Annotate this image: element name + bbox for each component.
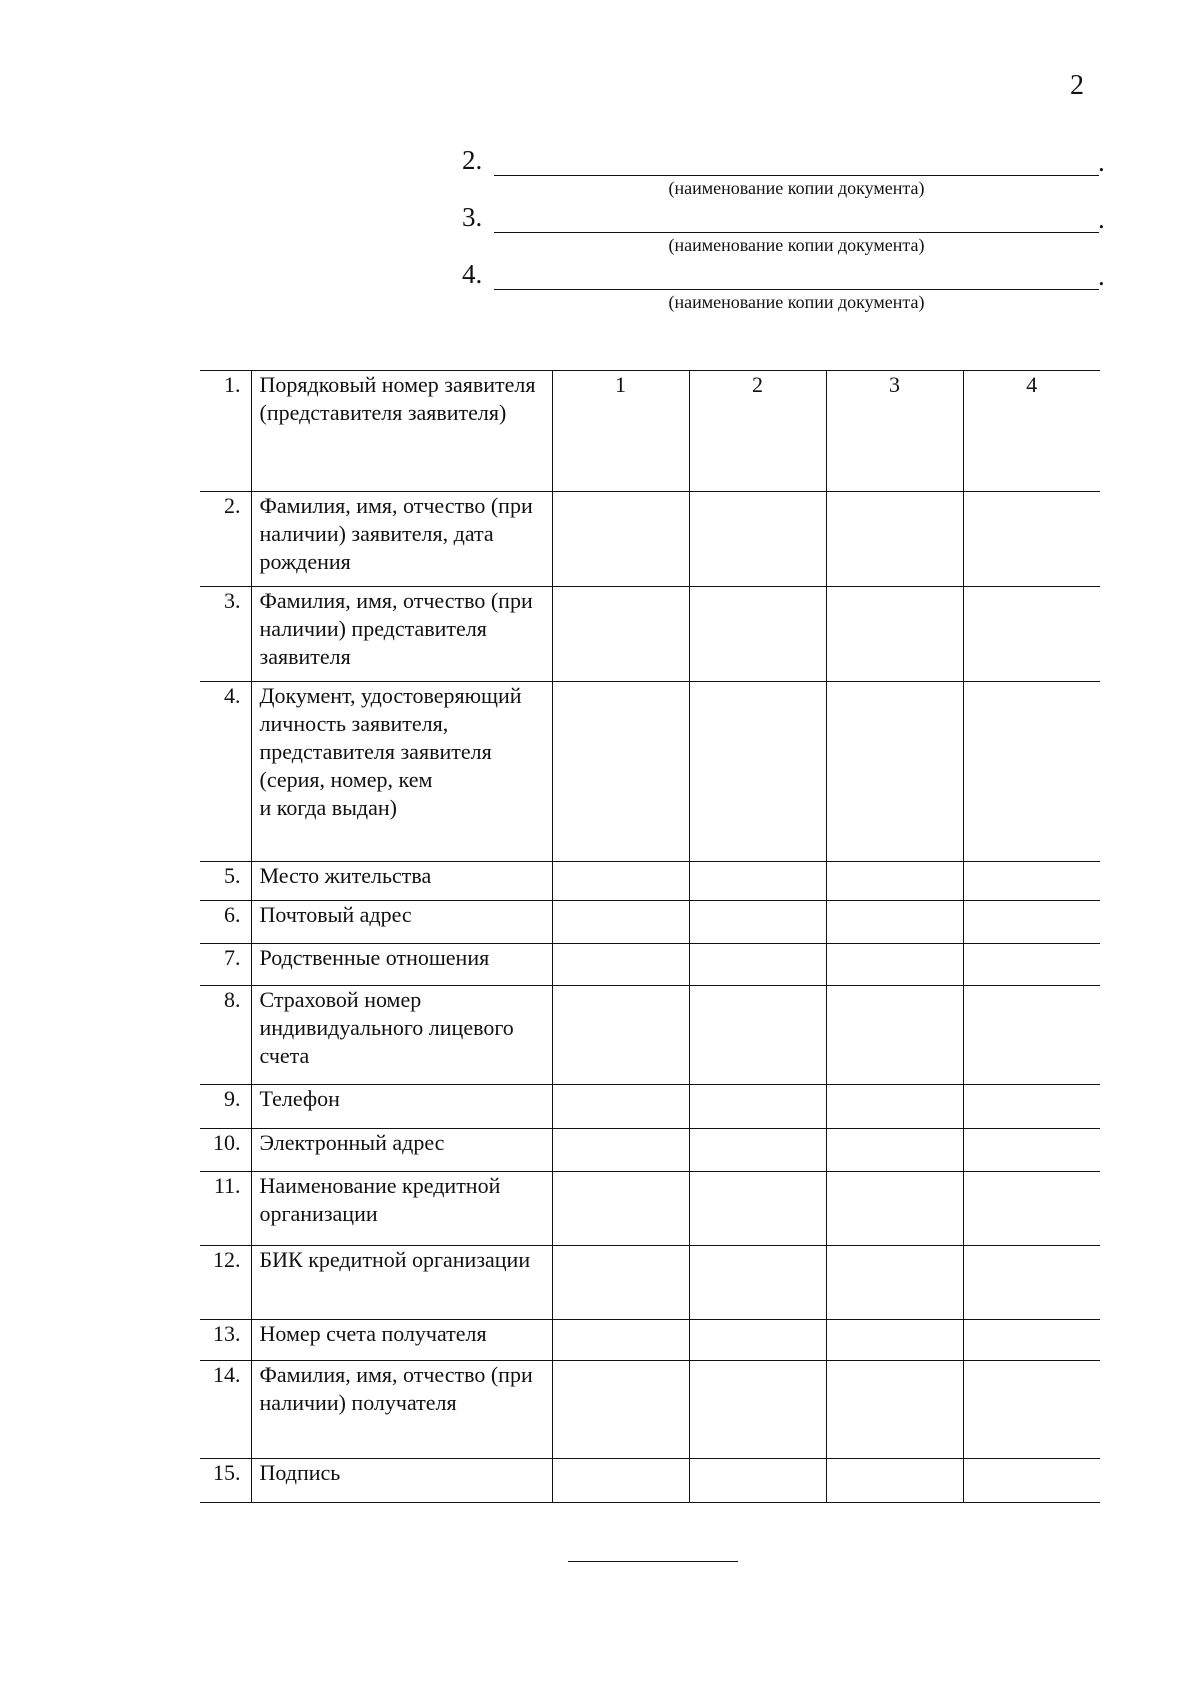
entry-cell[interactable] bbox=[826, 1129, 963, 1172]
row-number: 8. bbox=[200, 986, 251, 1085]
entry-cell[interactable] bbox=[826, 986, 963, 1085]
entry-cell[interactable] bbox=[689, 862, 826, 901]
table-row bbox=[200, 587, 1100, 682]
entry-cell[interactable] bbox=[552, 986, 689, 1085]
entry-cell[interactable] bbox=[689, 587, 826, 682]
row-number: 5. bbox=[200, 862, 251, 901]
entry-cell[interactable] bbox=[963, 587, 1100, 682]
row-number: 3. bbox=[200, 587, 251, 682]
entry-cell[interactable] bbox=[552, 944, 689, 986]
entry-cell[interactable] bbox=[552, 1361, 689, 1459]
entry-cell[interactable] bbox=[963, 1320, 1100, 1361]
entry-cell[interactable] bbox=[552, 1172, 689, 1246]
entry-cell[interactable] bbox=[552, 862, 689, 901]
entry-cell[interactable] bbox=[963, 1129, 1100, 1172]
entry-cell[interactable] bbox=[689, 1361, 826, 1459]
table-row bbox=[200, 682, 1100, 862]
row-number: 7. bbox=[200, 944, 251, 986]
table-row bbox=[200, 1129, 1100, 1172]
column-number: 4 bbox=[963, 371, 1100, 492]
document-copy-end: . bbox=[1098, 261, 1105, 291]
row-label: БИК кредитной организации bbox=[251, 1246, 552, 1320]
entry-cell[interactable] bbox=[963, 1246, 1100, 1320]
row-label: Фамилия, имя, отчество (при наличии) заявителя, дата рождения bbox=[251, 492, 552, 587]
entry-cell[interactable] bbox=[689, 1172, 826, 1246]
row-number: 9. bbox=[200, 1085, 251, 1129]
column-number: 1 bbox=[552, 371, 689, 492]
document-copy-line-2 bbox=[462, 145, 1105, 205]
row-label: Электронный адрес bbox=[251, 1129, 552, 1172]
row-label: Место жительства bbox=[251, 862, 552, 901]
entry-cell[interactable] bbox=[963, 492, 1100, 587]
document-copy-blank[interactable] bbox=[494, 289, 1099, 290]
closing-line bbox=[568, 1561, 738, 1562]
entry-cell[interactable] bbox=[552, 1320, 689, 1361]
entry-cell[interactable] bbox=[963, 862, 1100, 901]
row-number: 14. bbox=[200, 1361, 251, 1459]
table-row bbox=[200, 1172, 1100, 1246]
applicant-data-table bbox=[200, 370, 1100, 1503]
entry-cell[interactable] bbox=[826, 1085, 963, 1129]
entry-cell[interactable] bbox=[963, 944, 1100, 986]
entry-cell[interactable] bbox=[552, 1129, 689, 1172]
entry-cell[interactable] bbox=[826, 944, 963, 986]
document-copy-blank[interactable] bbox=[494, 175, 1099, 176]
entry-cell[interactable] bbox=[826, 587, 963, 682]
row-number: 10. bbox=[200, 1129, 251, 1172]
row-number: 15. bbox=[200, 1459, 251, 1503]
row-number: 6. bbox=[200, 901, 251, 944]
entry-cell[interactable] bbox=[826, 1459, 963, 1503]
table-row bbox=[200, 1085, 1100, 1129]
document-copy-number: 4. bbox=[462, 259, 483, 289]
document-copy-number: 3. bbox=[462, 202, 483, 232]
row-label: Наименование кредитной организации bbox=[251, 1172, 552, 1246]
document-copy-caption: (наименование копии документа) bbox=[668, 178, 925, 198]
row-label: Фамилия, имя, отчество (при наличии) представителя заявителя bbox=[251, 587, 552, 682]
entry-cell[interactable] bbox=[552, 1459, 689, 1503]
document-copy-line-3 bbox=[462, 202, 1105, 262]
entry-cell[interactable] bbox=[826, 1361, 963, 1459]
column-number: 3 bbox=[826, 371, 963, 492]
row-label: Порядковый номер заявителя (представителя заявителя) bbox=[251, 371, 552, 492]
row-number: 12. bbox=[200, 1246, 251, 1320]
document-copy-number: 2. bbox=[462, 145, 483, 175]
entry-cell[interactable] bbox=[963, 1459, 1100, 1503]
entry-cell[interactable] bbox=[552, 682, 689, 862]
entry-cell[interactable] bbox=[689, 1129, 826, 1172]
entry-cell[interactable] bbox=[963, 986, 1100, 1085]
row-label: Фамилия, имя, отчество (при наличии) получателя bbox=[251, 1361, 552, 1459]
document-copy-caption: (наименование копии документа) bbox=[668, 292, 925, 312]
entry-cell[interactable] bbox=[826, 1320, 963, 1361]
entry-cell[interactable] bbox=[689, 1246, 826, 1320]
row-number: 4. bbox=[200, 682, 251, 862]
row-label: Почтовый адрес bbox=[251, 901, 552, 944]
entry-cell[interactable] bbox=[689, 1320, 826, 1361]
row-label: Подпись bbox=[251, 1459, 552, 1503]
table-row bbox=[200, 944, 1100, 986]
entry-cell[interactable] bbox=[689, 1459, 826, 1503]
entry-cell[interactable] bbox=[826, 901, 963, 944]
row-number: 2. bbox=[200, 492, 251, 587]
table-row bbox=[200, 492, 1100, 587]
entry-cell[interactable] bbox=[552, 587, 689, 682]
document-copy-caption: (наименование копии документа) bbox=[668, 235, 925, 255]
entry-cell[interactable] bbox=[826, 492, 963, 587]
document-copy-end: . bbox=[1098, 147, 1105, 177]
entry-cell[interactable] bbox=[552, 1085, 689, 1129]
entry-cell[interactable] bbox=[826, 682, 963, 862]
row-label: Номер счета получателя bbox=[251, 1320, 552, 1361]
entry-cell[interactable] bbox=[963, 1361, 1100, 1459]
row-number: 11. bbox=[200, 1172, 251, 1246]
entry-cell[interactable] bbox=[826, 1172, 963, 1246]
entry-cell[interactable] bbox=[963, 901, 1100, 944]
column-number: 2 bbox=[689, 371, 826, 492]
entry-cell[interactable] bbox=[689, 901, 826, 944]
row-label: Документ, удостоверяющий личность заявителя, представителя заявителя (серия, номер, кем и когда выдан) bbox=[251, 682, 552, 862]
row-number: 13. bbox=[200, 1320, 251, 1361]
row-label: Телефон bbox=[251, 1085, 552, 1129]
table-row bbox=[200, 1361, 1100, 1459]
entry-cell[interactable] bbox=[963, 682, 1100, 862]
table-row bbox=[200, 901, 1100, 944]
entry-cell[interactable] bbox=[963, 1172, 1100, 1246]
row-label: Родственные отношения bbox=[251, 944, 552, 986]
document-copy-blank[interactable] bbox=[494, 232, 1099, 233]
row-label: Страховой номер индивидуального лицевого счета bbox=[251, 986, 552, 1085]
table-row bbox=[200, 1459, 1100, 1503]
entry-cell[interactable] bbox=[689, 1085, 826, 1129]
table-row bbox=[200, 371, 1100, 492]
table-row bbox=[200, 986, 1100, 1085]
entry-cell[interactable] bbox=[963, 1085, 1100, 1129]
document-copy-line-4 bbox=[462, 259, 1105, 319]
table-row bbox=[200, 862, 1100, 901]
entry-cell[interactable] bbox=[689, 492, 826, 587]
document-copy-end: . bbox=[1098, 204, 1105, 234]
entry-cell[interactable] bbox=[552, 1246, 689, 1320]
entry-cell[interactable] bbox=[552, 492, 689, 587]
entry-cell[interactable] bbox=[689, 986, 826, 1085]
table-row bbox=[200, 1246, 1100, 1320]
table-row bbox=[200, 1320, 1100, 1361]
entry-cell[interactable] bbox=[689, 944, 826, 986]
entry-cell[interactable] bbox=[826, 862, 963, 901]
row-number: 1. bbox=[200, 371, 251, 492]
page-number: 2 bbox=[1070, 70, 1084, 101]
entry-cell[interactable] bbox=[689, 682, 826, 862]
entry-cell[interactable] bbox=[826, 1246, 963, 1320]
entry-cell[interactable] bbox=[552, 901, 689, 944]
